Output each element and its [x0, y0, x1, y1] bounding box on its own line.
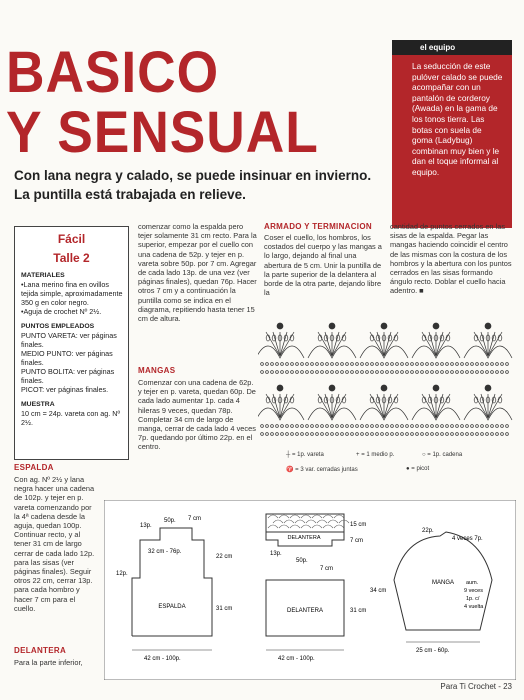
materiales-item: •Lana merino fina en ovillos tejida simple, aproximadamente 350 g en color negro.: [21, 280, 123, 307]
delantera-7cm: 7 cm: [350, 538, 364, 544]
lace-diagram: [258, 318, 516, 456]
diagram-legend: [286, 452, 506, 486]
schematic-diagrams: [104, 500, 516, 680]
mangas-heading: MANGAS: [138, 366, 176, 375]
materiales-title: MATERIALES: [21, 272, 65, 279]
difficulty-level: Fácil: [57, 232, 86, 246]
delantera-50p: 50p.: [296, 558, 308, 564]
manga-25cm: 25 cm - 60p.: [416, 648, 450, 654]
delantera-42cm: 42 cm - 100p.: [278, 656, 315, 662]
manga-1p: 1p. c/: [466, 596, 480, 602]
mangas-text: Comenzar con una cadena de 62p. y tejer en p. vareta, quedan 60p. De cada lado aumentar 1p. cada 4 hileras 9 veces, quedan 78p. Completar 34 cm de largo de manga, cerrar de cada lado 4 veces 7p. quedando por último 22p. en el centro.: [138, 378, 256, 452]
espalda-7cm: 7 cm: [188, 516, 202, 522]
legend-cerradas: = 3 var. cerradas juntas: [295, 467, 358, 473]
espalda-13p: 13p.: [140, 523, 152, 529]
materiales-item: •Aguja de crochet Nº 2½.: [21, 307, 102, 316]
manga-34cm: 34 cm: [370, 588, 387, 594]
delantera-15cm: 15 cm: [350, 522, 367, 528]
delantera-text: Para la parte inferior,: [14, 658, 83, 667]
puntos-title: PUNTOS EMPLEADOS: [21, 323, 95, 330]
espalda-32cm: 32 cm - 76p.: [148, 549, 182, 555]
legend-medio: = 1 medio p.: [361, 452, 395, 458]
armado-heading: ARMADO Y TERMINACION: [264, 222, 372, 231]
picot-symbol-icon: ●: [406, 466, 410, 472]
manga-aum: aum.: [466, 580, 479, 586]
equipo-text: La seducción de este pulóver calado se puede acompañar con un pantalón de corderoy (Awada) en la gama de los tonos tierra. Las botas con suela de goma (Ladybug) combinan muy bien y le dan el toque informal al equipo.: [412, 61, 503, 177]
manga-4vuelta: 4 vuelta: [464, 604, 484, 610]
delantera-7cm-b: 7 cm: [320, 566, 334, 572]
espalda-heading: ESPALDA: [14, 463, 54, 472]
manga-22p: 22p.: [422, 528, 434, 534]
puntos-item: MEDIO PUNTO: ver páginas finales.: [21, 349, 113, 367]
page-subtitle: Con lana negra y calado, se puede insinuar en invierno. La puntilla está trabajada en relieve.: [14, 168, 372, 202]
manga-4veces: 4 veces 7p.: [452, 536, 483, 542]
legend-picot: = picot: [411, 466, 430, 472]
vareta-symbol-icon: ┼: [286, 452, 291, 458]
puntos-item: PUNTO BOLITA: ver páginas finales.: [21, 367, 115, 385]
espalda-31cm: 31 cm: [216, 606, 233, 612]
delantera-top-label: DELANTERA: [287, 535, 321, 541]
legend-cadena: = 1p. cadena: [427, 452, 463, 458]
delantera-13p: 13p.: [270, 551, 282, 557]
cerradas-symbol-icon: ♈: [286, 467, 294, 473]
col2-text: comenzar como la espalda pero tejer solamente 31 cm recto. Para la superior, empezar por el cuello con una cadena de 52p. y tejer en p. vareta sobre 50p. por 7 cm. Agregar de cada lado 13p. de una vez (ver páginas finales), quedan 76p. Hacer otros 7 cm y a continuación la puntilla como se indica en el diagrama, repitiendo hasta tener 15 cm de altura.: [138, 222, 257, 324]
muestra-title: MUESTRA: [21, 401, 55, 408]
manga-label: MANGA: [431, 580, 455, 586]
puntos-item: PICOT: ver páginas finales.: [21, 385, 109, 394]
equipo-heading: el equipo: [392, 40, 512, 55]
espalda-12p: 12p.: [116, 571, 128, 577]
espalda-50p: 50p.: [164, 518, 176, 524]
espalda-22cm: 22 cm: [216, 554, 233, 560]
manga-9veces: 9 veces: [464, 588, 483, 594]
legend-vareta: = 1p. vareta: [291, 452, 324, 458]
armado-text: Coser el cuello, los hombros, los costados del cuerpo y las mangas a lo largo, dejando al final una abertura de 5 cm. Unir la puntilla de la parte superior de la delantera al borde de la otra parte, dejando libre la: [264, 233, 382, 298]
espalda-42cm: 42 cm - 100p.: [144, 656, 181, 662]
size-label: Talle 2: [53, 251, 90, 265]
info-box: [14, 226, 129, 460]
puntos-item: PUNTO VARETA: ver páginas finales.: [21, 331, 117, 349]
espalda-label: ESPALDA: [158, 604, 186, 610]
equipo-box: [392, 40, 512, 228]
espalda-text: Con ag. Nº 2½ y lana negra hacer una cadena de 102p. y tejer en p. vareta comenzando por la 4ª cadena desde la aguja, quedan 100p. Continuar recto, y al tener 31 cm de largo cerrar de cada lado 12p. para las sisas (ver páginas finales). Seguir otros 22 cm, cerrar 13p. para cada hombro y hacer 7 cm para el cuello.: [14, 475, 95, 613]
delantera-31cm: 31 cm: [350, 608, 367, 614]
page-title-line2: Y SENSUAL: [6, 100, 319, 165]
page-footer: Para Ti Crochet - 23: [440, 682, 512, 691]
medio-symbol-icon: +: [356, 452, 360, 458]
cadena-symbol-icon: ○: [422, 452, 426, 458]
delantera-heading: DELANTERA: [14, 646, 67, 655]
delantera-label: DELANTERA: [286, 608, 324, 614]
muestra-text: 10 cm = 24p. vareta con ag. Nº 2½.: [21, 409, 121, 427]
armado-text-cont: cantidad de puntos cerrados en las sisas de la espalda. Pegar las mangas haciendo coincidir el centro de las mismas con la costura de los hombros y la abertura con los puntos cerrados en las sisas formando ángulo recto. Doblar el cuello hacia adentro. ■: [390, 222, 512, 296]
page-title-line1: BASICO: [6, 40, 220, 105]
